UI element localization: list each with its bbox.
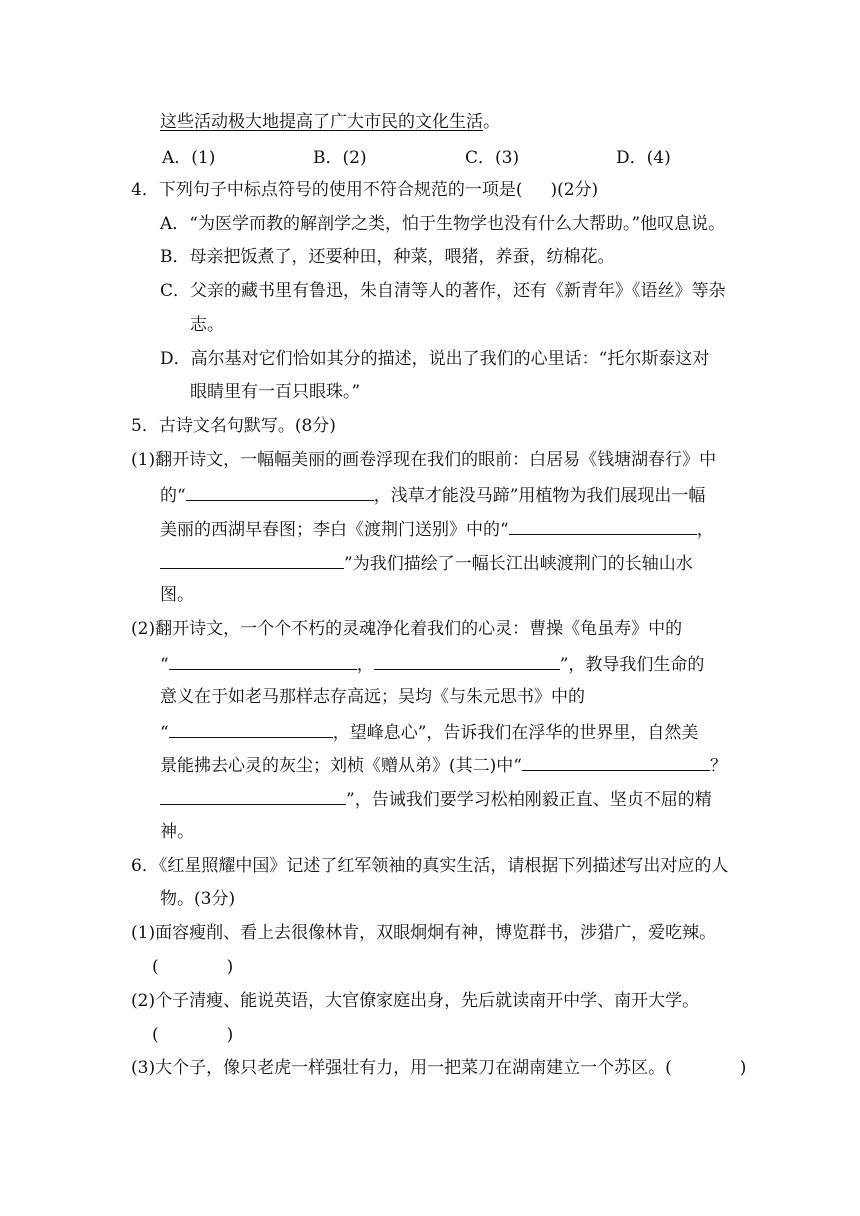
q5-p2-l5-qmark: ？ bbox=[709, 756, 727, 776]
q5-part2-line5 bbox=[160, 752, 727, 778]
q5-part2-line1: (2)翻开诗文，一个个不朽的灵魂净化着我们的心灵：曹操《龟虽寿》中的 bbox=[131, 619, 683, 639]
answer-blank-6[interactable] bbox=[169, 719, 333, 738]
q4-option-a: A．“为医学而教的解剖学之类，怕于生物学也没有什么大帮助。”他叹息说。 bbox=[160, 214, 726, 234]
q5-p2-l6-text: ”，告诫我们要学习松柏刚毅正直、坚贞不屈的精 bbox=[346, 790, 712, 810]
q5-p2-l2-rest: ”，教导我们生命的 bbox=[559, 655, 705, 675]
intro-line bbox=[160, 110, 500, 134]
q6-item1-close: ) bbox=[226, 957, 234, 977]
q4-option-b: B．母亲把饭煮了，还要种田，种菜，喂猪，养蚕，纺棉花。 bbox=[160, 247, 615, 267]
q4-option-c-line1: C．父亲的藏书里有鲁迅，朱自清等人的著作，还有《新青年》《语丝》等杂 bbox=[160, 281, 726, 301]
q6-item3 bbox=[131, 1056, 746, 1080]
q6-stem-line2: 物。(3分) bbox=[160, 889, 236, 909]
q5-part1-line3 bbox=[160, 516, 714, 542]
q5-p2-l2-open: “ bbox=[160, 655, 169, 675]
answer-blank-1[interactable] bbox=[186, 482, 374, 501]
q5-part2-line7: 神。 bbox=[160, 822, 194, 842]
q6-item1: (1)面容瘦削、看上去很像林肯，双眼炯炯有神，博览群书，涉猎广，爱吃辣。 bbox=[131, 923, 717, 943]
intro-end: 。 bbox=[483, 112, 500, 132]
q4-option-d-line1: D．高尔基对它们恰如其分的描述，说出了我们的心里话：“托尔斯泰这对 bbox=[160, 349, 710, 369]
q6-item1-open: ( bbox=[152, 957, 159, 977]
q5-stem: 5．古诗文名句默写。(8分) bbox=[131, 416, 336, 436]
q6-item2: (2)个子清瘦、能说英语，大官僚家庭出身，先后就读南开中学、南开大学。 bbox=[131, 991, 700, 1011]
q4-stem-text: 4．下列句子中标点符号的使用不符合规范的一项是( bbox=[131, 180, 523, 200]
q5-p1-l3-comma: ， bbox=[696, 520, 714, 540]
q5-p2-l5-text: 景能拂去心灵的灰尘；刘桢《赠从弟》(其二)中“ bbox=[160, 756, 522, 776]
q5-p1-l2-open: 的“ bbox=[160, 486, 186, 506]
q6-item2-close: ) bbox=[226, 1025, 234, 1045]
q5-part1-line2 bbox=[160, 482, 705, 508]
q5-part1-line5: 图。 bbox=[160, 585, 194, 605]
q5-part2-line2 bbox=[160, 651, 704, 677]
q6-item1-answer[interactable] bbox=[152, 955, 233, 979]
q5-part2-line4 bbox=[160, 719, 698, 745]
q4-option-c-line2: 志。 bbox=[190, 315, 224, 335]
q6-item3-close[interactable]: ) bbox=[739, 1058, 747, 1078]
q5-part2-line3: 意义在于如老马那样志存高远；吴均《与朱元思书》中的 bbox=[160, 687, 585, 707]
answer-blank-8[interactable] bbox=[160, 786, 346, 805]
q5-p2-l2-comma: ， bbox=[356, 655, 374, 675]
q5-part2-line6 bbox=[160, 786, 712, 812]
q6-item2-answer[interactable] bbox=[152, 1023, 233, 1047]
q4-option-d-line2: 眼睛里有一百只眼珠。” bbox=[190, 382, 361, 402]
q6-item2-open: ( bbox=[152, 1025, 159, 1045]
q3-option-b: B．(2) bbox=[313, 148, 367, 168]
q5-p2-l4-open: “ bbox=[160, 723, 169, 743]
intro-underlined-text: 这些活动极大地提高了广大市民的文化生活 bbox=[160, 112, 483, 132]
q5-p2-l4-rest: ，望峰息心”，告诉我们在浮华的世界里，自然美 bbox=[332, 723, 699, 743]
q5-p1-l3-text: 美丽的西湖早春图；李白《渡荆门送别》中的“ bbox=[160, 520, 509, 540]
q5-p1-l4-text: ”为我们描绘了一幅长江出峡渡荆门的长轴山水 bbox=[344, 554, 693, 574]
q3-option-c: C．(3) bbox=[465, 148, 520, 168]
answer-blank-3[interactable] bbox=[160, 550, 344, 569]
answer-blank-7[interactable] bbox=[522, 752, 710, 771]
q6-item3-text: (3)大个子，像只老虎一样强壮有力，用一把菜刀在湖南建立一个苏区。( bbox=[131, 1058, 672, 1078]
q4-stem bbox=[131, 178, 598, 202]
q4-stem-score: )(2分) bbox=[550, 180, 599, 200]
q5-part1-line1: (1)翻开诗文，一幅幅美丽的画卷浮现在我们的眼前：白居易《钱塘湖春行》中 bbox=[131, 450, 717, 470]
answer-blank-5[interactable] bbox=[374, 651, 560, 670]
q6-stem-line1: 6．《红星照耀中国》记述了红军领袖的真实生活，请根据下列描述写出对应的人 bbox=[131, 856, 729, 876]
q3-option-a: A．(1) bbox=[162, 148, 216, 168]
answer-blank-4[interactable] bbox=[169, 651, 357, 670]
q5-p1-l2-rest: ，浅草才能没马蹄”用植物为我们展现出一幅 bbox=[373, 486, 706, 506]
answer-blank-2[interactable] bbox=[509, 516, 697, 535]
q5-part1-line4 bbox=[160, 550, 693, 576]
q3-option-d: D．(4) bbox=[616, 148, 671, 168]
